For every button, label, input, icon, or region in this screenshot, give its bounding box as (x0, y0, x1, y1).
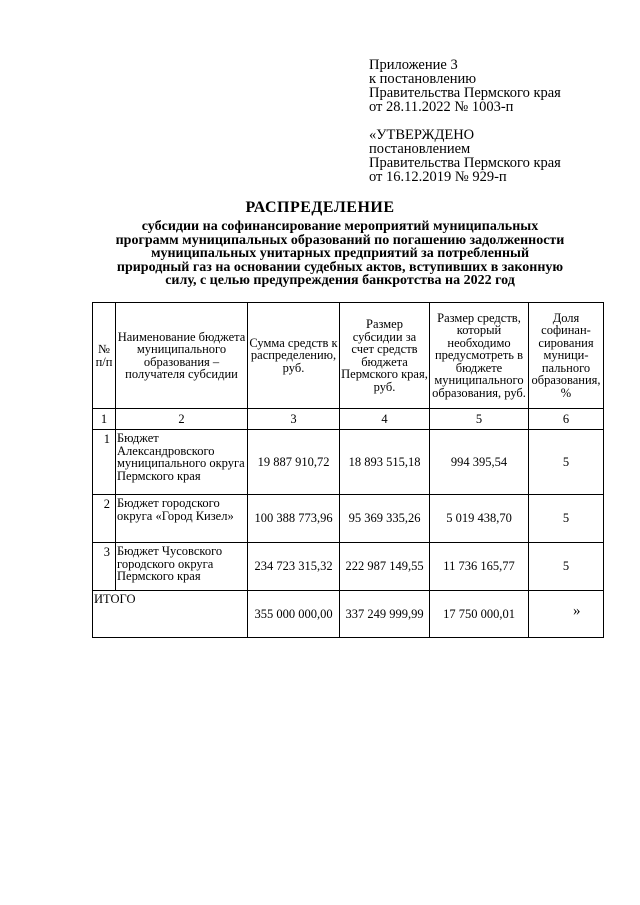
distribution-table (92, 302, 604, 638)
header-municipal-funds: Размер средств, который необходимо предусмотреть в бюджете муниципального образования, руб. (430, 303, 529, 409)
closing-quote: » (573, 603, 581, 619)
total-amount: 19 887 910,72 (248, 430, 340, 495)
totals-total-amount: 355 000 000,00 (248, 591, 340, 638)
table-row (93, 495, 604, 543)
municipal-funds: 11 736 165,77 (430, 543, 529, 591)
row-number: 2 (93, 495, 116, 543)
approval-line: постановлением (369, 141, 471, 157)
budget-name: Бюджет городского округа «Город Кизел» (116, 495, 248, 543)
totals-municipal-funds: 17 750 000,01 (430, 591, 529, 638)
totals-label: ИТОГО (93, 591, 248, 638)
annex-line: Приложение 3 (369, 57, 458, 73)
header-row (93, 303, 604, 409)
column-number: 2 (116, 409, 248, 430)
table-row (93, 543, 604, 591)
column-number: 1 (93, 409, 116, 430)
budget-name: Бюджет Александровского муниципального округа Пермского края (116, 430, 248, 495)
header-number: № п/п (93, 303, 116, 409)
approval-line: от 16.12.2019 № 929-п (369, 169, 507, 185)
municipal-funds: 994 395,54 (430, 430, 529, 495)
totals-regional-subsidy: 337 249 999,99 (340, 591, 430, 638)
column-number: 4 (340, 409, 430, 430)
totals-cofinancing-share (529, 591, 604, 638)
subtitle-line: силу, с целью предупреждения банкротства на 2022 год (165, 273, 515, 288)
approval-line: Правительства Пермского края (369, 155, 561, 171)
budget-name: Бюджет Чусовского городского округа Пермского края (116, 543, 248, 591)
column-number: 5 (430, 409, 529, 430)
row-number: 1 (93, 430, 116, 495)
cofinancing-share: 5 (529, 495, 604, 543)
approval-stamp (369, 128, 561, 184)
table-row (93, 430, 604, 495)
cofinancing-share: 5 (529, 543, 604, 591)
column-number-row (93, 409, 604, 430)
document-subtitle (60, 220, 620, 288)
municipal-funds: 5 019 438,70 (430, 495, 529, 543)
column-number: 6 (529, 409, 604, 430)
row-number: 3 (93, 543, 116, 591)
annex-line: к постановлению (369, 71, 477, 87)
annex-line: Правительства Пермского края (369, 85, 561, 101)
subtitle-line: природный газ на основании судебных актов, вступивших в законную (116, 259, 564, 275)
column-number: 3 (248, 409, 340, 430)
subtitle-line: муниципальных унитарных предприятий за потребленный (150, 246, 530, 261)
header-regional-subsidy: Размер субсидии за счет средств бюджета Пермского края, руб. (340, 303, 430, 409)
total-amount: 234 723 315,32 (248, 543, 340, 591)
header-budget-name: Наименование бюджета муниципального образования – получателя субсидии (116, 303, 248, 409)
approval-line: «УТВЕРЖДЕНО (369, 127, 475, 143)
annex-line: от 28.11.2022 № 1003-п (369, 99, 514, 115)
cofinancing-share: 5 (529, 430, 604, 495)
header-cofinancing-share: Доля софинан-сирования муници-пального образования, % (529, 303, 604, 409)
regional-subsidy: 18 893 515,18 (340, 430, 430, 495)
regional-subsidy: 95 369 335,26 (340, 495, 430, 543)
regional-subsidy: 222 987 149,55 (340, 543, 430, 591)
document-title: РАСПРЕДЕЛЕНИЕ (245, 199, 395, 216)
header-total-amount: Сумма средств к распределению, руб. (248, 303, 340, 409)
totals-row (93, 591, 604, 638)
subtitle-line: программ муниципальных образований по погашению задолженности (115, 232, 565, 248)
annex-reference (369, 58, 561, 114)
total-amount: 100 388 773,96 (248, 495, 340, 543)
subtitle-line: субсидии на софинансирование мероприятий муниципальных (141, 219, 539, 234)
